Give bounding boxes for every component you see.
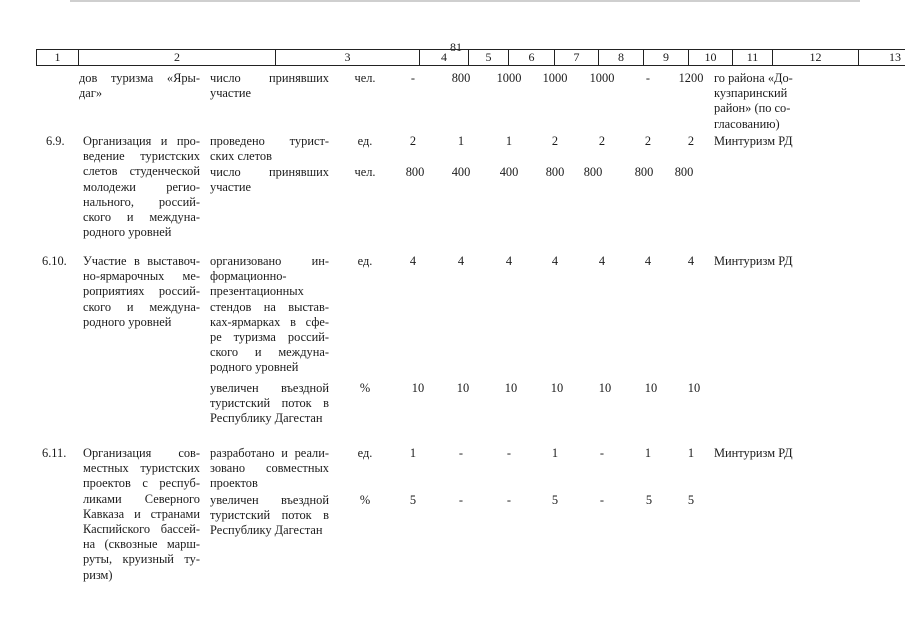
row-6-9-unit-2: чел. (354, 165, 376, 179)
row-6-11-name: Организация сов- местных туристских проектов с респуб- ликами Северного Кавказа и странами Каспийского бассей- на (сквозные марш- руты, круизный ту- ризм) (83, 446, 200, 582)
row-6-9-v8: 2 (551, 134, 559, 148)
row-6-10-v10: 4 (644, 254, 652, 268)
row-6-10-name: Участие в выставоч- но-ярмарочных ме- роприятиях россий- ского и междуна- родного уровней (83, 254, 200, 329)
row-6-11-v9: - (599, 446, 605, 460)
top-row-v9: 1000 (589, 71, 615, 85)
top-row-name: дов туризма «Яры- даг» (79, 71, 200, 101)
row-6-10-indicator-2: увеличен въездной туристский поток в Республику Дагестан (210, 381, 329, 426)
top-row-v8: 1000 (542, 71, 568, 85)
row-6-11-v8: 1 (551, 446, 559, 460)
row-6-11-unit-1: ед. (357, 446, 373, 460)
row-6-10-w9: 10 (598, 381, 612, 395)
row-6-9-v6: 1 (457, 134, 465, 148)
row-6-9-v10: 2 (644, 134, 652, 148)
row-6-11-indicator-2: увеличен въездной туристский поток в Республику Дагестан (210, 493, 329, 538)
row-6-10-w6: 10 (456, 381, 470, 395)
row-6-11-number: 6.11. (42, 446, 67, 460)
row-6-9-unit-1: ед. (357, 134, 373, 148)
row-6-9-name: Организация и про- ведение туристских слетов студенческой молодежи регио- нального, россий- ского и междуна- родного уровней (83, 134, 200, 240)
top-row-v5: - (410, 71, 416, 85)
row-6-9-v9: 2 (598, 134, 606, 148)
header-col-7: 7 (555, 50, 599, 66)
header-col-10: 10 (689, 50, 733, 66)
top-row-indicator: число принявших участие (210, 71, 329, 101)
row-6-9-v5: 2 (409, 134, 417, 148)
header-col-12: 12 (773, 50, 859, 66)
top-row-v6: 800 (451, 71, 471, 85)
row-6-10-unit-1: ед. (357, 254, 373, 268)
row-6-11-w6: - (458, 493, 464, 507)
row-6-9-w9: 800 (583, 165, 603, 179)
row-6-11-w11: 5 (687, 493, 695, 507)
top-row-v11: 1200 (678, 71, 704, 85)
row-6-11-w10: 5 (645, 493, 653, 507)
top-row-v10: - (645, 71, 651, 85)
row-6-11-w7: - (506, 493, 512, 507)
row-6-9-w11: 800 (674, 165, 694, 179)
top-row-executor: го района «До- кузпаринский район» (по со- гласованию) (714, 71, 793, 131)
row-6-10-v6: 4 (457, 254, 465, 268)
row-6-11-v11: 1 (687, 446, 695, 460)
column-number-header (36, 49, 905, 66)
header-col-8: 8 (599, 50, 644, 66)
row-6-10-w10: 10 (644, 381, 658, 395)
row-6-10-w11: 10 (687, 381, 701, 395)
row-6-10-v9: 4 (598, 254, 606, 268)
header-col-3: 3 (276, 50, 420, 66)
top-row-unit: чел. (354, 71, 376, 85)
header-col-11: 11 (733, 50, 773, 66)
row-6-10-v11: 4 (687, 254, 695, 268)
row-6-9-w10: 800 (634, 165, 654, 179)
page-number: 81 (450, 40, 462, 54)
row-6-10-executor: Минтуризм РД (714, 254, 793, 268)
row-6-10-v5: 4 (409, 254, 417, 268)
row-6-11-executor: Минтуризм РД (714, 446, 793, 460)
row-6-11-v5: 1 (409, 446, 417, 460)
row-6-11-v10: 1 (644, 446, 652, 460)
row-6-10-unit-2: % (359, 381, 371, 395)
row-6-11-v7: - (506, 446, 512, 460)
row-6-10-v8: 4 (551, 254, 559, 268)
row-6-11-v6: - (458, 446, 464, 460)
header-col-2: 2 (79, 50, 276, 66)
header-col-5: 5 (469, 50, 509, 66)
row-6-9-w7: 400 (499, 165, 519, 179)
row-6-10-v7: 4 (505, 254, 513, 268)
row-6-9-w8: 800 (545, 165, 565, 179)
row-6-9-indicator-2: число принявших участие (210, 165, 329, 195)
row-6-10-w5: 10 (411, 381, 425, 395)
row-6-9-w5: 800 (405, 165, 425, 179)
row-6-11-unit-2: % (359, 493, 371, 507)
row-6-11-indicator-1: разработано и реали- зовано совместных проектов (210, 446, 329, 491)
row-6-10-number: 6.10. (42, 254, 67, 268)
row-6-10-w7: 10 (504, 381, 518, 395)
row-6-9-v11: 2 (687, 134, 695, 148)
row-6-11-w9: - (599, 493, 605, 507)
header-col-9: 9 (644, 50, 689, 66)
header-col-6: 6 (509, 50, 555, 66)
top-edge-line (70, 0, 860, 2)
row-6-9-executor: Минтуризм РД (714, 134, 793, 148)
row-6-10-w8: 10 (550, 381, 564, 395)
row-6-9-w6: 400 (451, 165, 471, 179)
row-6-9-v7: 1 (505, 134, 513, 148)
row-6-9-indicator-1: проведено турист- ских слетов (210, 134, 329, 164)
row-6-11-w5: 5 (409, 493, 417, 507)
header-col-4: 4 (420, 50, 469, 66)
header-col-13: 13 (859, 50, 905, 66)
top-row-v7: 1000 (496, 71, 522, 85)
header-col-1: 1 (37, 50, 79, 66)
row-6-10-indicator-1: организовано ин- формационно- презентационных стендов на выстав- ках-ярмарках в сфе- ре туризма россий- ского и междуна- родного уровней (210, 254, 329, 375)
row-6-9-number: 6.9. (46, 134, 65, 148)
row-6-11-w8: 5 (551, 493, 559, 507)
